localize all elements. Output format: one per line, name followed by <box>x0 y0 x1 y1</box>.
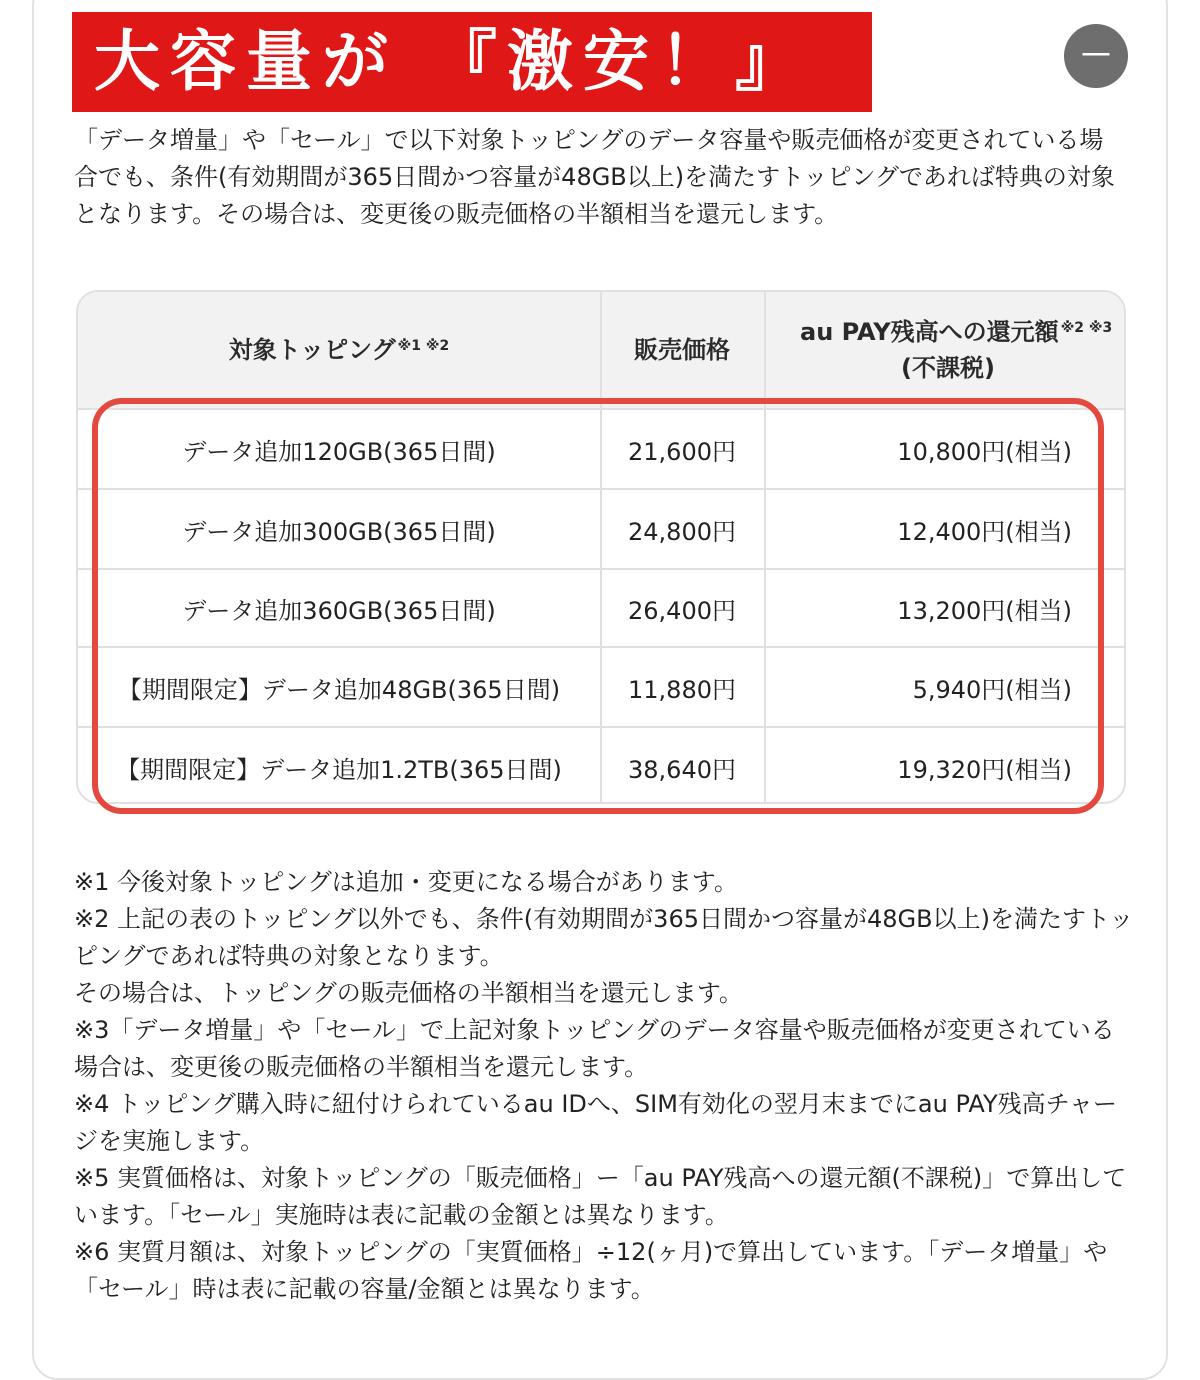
table-row-2-refund: 12,400円(相当) <box>897 517 1072 546</box>
table-row-1-name: データ追加120GB(365日間) <box>182 437 496 466</box>
header-refund <box>764 292 1126 408</box>
header-price <box>600 292 764 408</box>
footnote-1: ※1 今後対象トッピングは追加・変更になる場合があります。 <box>74 868 738 896</box>
header-price-label: 販売価格 <box>634 336 730 364</box>
table-row-4-refund: 5,940円(相当) <box>912 675 1072 704</box>
table-row-2-name: データ追加300GB(365日間) <box>182 517 496 546</box>
header-topping <box>78 292 600 408</box>
table-row-3-price: 26,400円 <box>628 596 736 625</box>
table-row-1-refund: 10,800円(相当) <box>897 437 1072 466</box>
collapse-button[interactable] <box>1064 24 1128 88</box>
footnote-2: ※2 上記の表のトッピング以外でも、条件(有効期間が365日間かつ容量が48GB以上)を満たすトッピングであれば特典の対象となります。 <box>74 905 1134 970</box>
table-row-2-price: 24,800円 <box>628 517 736 546</box>
table-row-4-price: 11,880円 <box>628 675 736 704</box>
topping-table <box>76 290 1126 804</box>
column-divider <box>600 292 602 802</box>
header-topping-label: 対象トッピング <box>228 336 396 364</box>
table-row-5-name: 【期間限定】データ追加1.2TB(365日間) <box>116 755 562 784</box>
table-row-3-name: データ追加360GB(365日間) <box>182 596 496 625</box>
table-row-1-price: 21,600円 <box>628 437 736 466</box>
header-refund-label: au PAY残高への還元額 <box>800 318 1059 346</box>
table-row-4-name: 【期間限定】データ追加48GB(365日間) <box>117 675 561 704</box>
footnote-4: ※4 トッピング購入時に紐付けられているau IDへ、SIM有効化の翌月末までにau PAY残高チャージを実施します。 <box>74 1090 1117 1155</box>
header-topping-notes: ※1 ※2 <box>397 338 450 354</box>
footnote-6: ※6 実質月額は、対象トッピングの「実質価格」÷12(ヶ月)で算出しています。「データ増量」や「セール」時は表に記載の容量/金額とは異なります。 <box>74 1238 1108 1303</box>
header-refund-notes: ※2 ※3 <box>1060 320 1113 336</box>
footnote-3: ※3「データ増量」や「セール」で上記対象トッピングのデータ容量や販売価格が変更されている場合は、変更後の販売価格の半額相当を還元します。 <box>74 1016 1115 1081</box>
footnote-5: ※5 実質価格は、対象トッピングの「販売価格」ー「au PAY残高への還元額(不課税)」で算出しています。「セール」実施時は表に記載の金額とは異なります。 <box>74 1164 1127 1229</box>
table-row-3-refund: 13,200円(相当) <box>897 596 1072 625</box>
promo-banner: 大容量が 『激安！』 <box>72 12 872 112</box>
intro-text: 「データ増量」や「セール」で以下対象トッピングのデータ容量や販売価格が変更されている場合でも、条件(有効期間が365日間かつ容量が48GB以上)を満たすトッピングであれば特典の対象となります。その場合は、変更後の販売価格の半額相当を還元します。 <box>74 126 1115 228</box>
table-row-5-price: 38,640円 <box>628 755 736 784</box>
footnote-2-cont: その場合は、トッピングの販売価格の半額相当を還元します。 <box>74 979 743 1007</box>
header-refund-tax: (不課税) <box>901 354 995 382</box>
column-divider <box>764 292 766 802</box>
minus-icon: － <box>1079 36 1113 76</box>
footnotes <box>74 864 1134 1308</box>
table-row-5-refund: 19,320円(相当) <box>897 755 1072 784</box>
